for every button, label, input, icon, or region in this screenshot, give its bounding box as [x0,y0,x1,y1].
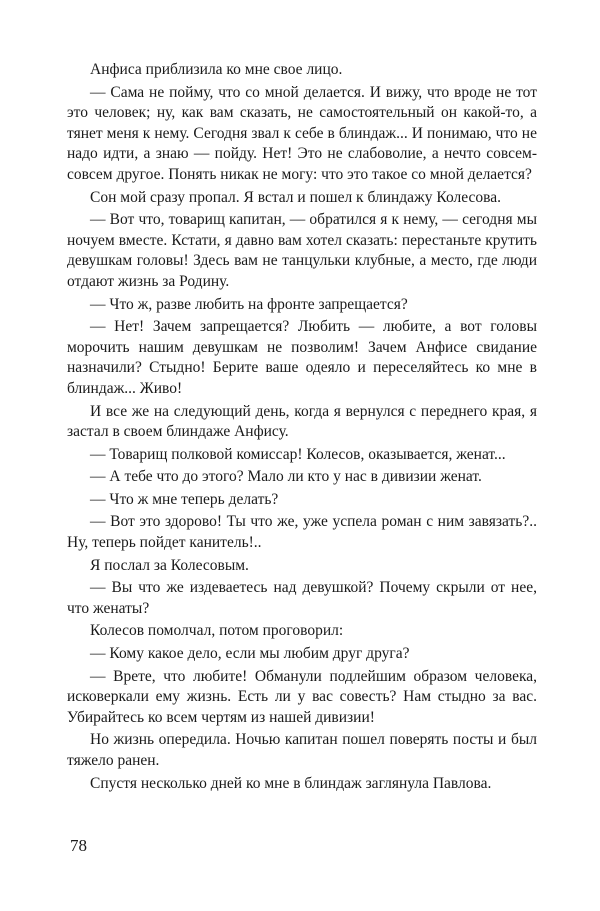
paragraph: — Вот это здорово! Ты что же, уже успела роман с ним завязать?.. Ну, теперь пойдет канитель!.. [67,513,537,552]
paragraph: Но жизнь опередила. Ночью капитан пошел поверять посты и был тяжело ранен. [67,731,537,769]
body-text [67,60,537,796]
paragraph: — Кому какое дело, если мы любим друг друга? [90,645,410,663]
paragraph: — А тебе что до этого? Мало ли кто у нас в дивизии женат. [90,468,482,486]
paragraph: Анфиса приблизила ко мне свое лицо. [90,61,343,78]
paragraph: Сон мой сразу пропал. Я встал и пошел к блиндажу Колесова. [90,188,501,206]
paragraph: Колесов помолчал, потом проговорил: [90,622,344,640]
paragraph: — Нет! Зачем запрещается? Любить — любите, а вот головы морочить нашим девушкам не позволим! Зачем Анфисе свидание назначили? Стыдно! Берите ваше одеяло и переселяйтесь ко мне в блиндаж... Живо! [67,318,537,397]
paragraph: — Товарищ полковой комиссар! Колесов, оказывается, женат... [90,445,506,463]
paragraph: И все же на следующий день, когда я вернулся с переднего края, я застал в своем блиндаже Анфису. [67,402,537,441]
page-number: 78 [70,836,87,855]
paragraph: — Что ж, разве любить на фронте запрещается? [90,295,408,313]
paragraph: — Что ж мне теперь делать? [90,490,279,508]
paragraph: — Вот что, товарищ капитан, — обратился я к нему, — сегодня мы ночуем вместе. Кстати, я давно вам хотел сказать: перестаньте крутить девушкам головы! Здесь вам не танцульки клубные, а место, где люди отдают жизнь за Родину. [67,211,537,290]
paragraph: — Сама не пойму, что со мной делается. И вижу, что вроде не тот это человек; ну, как вам сказать, не самостоятельный он какой-то, а тянет меня к нему. Сегодня звал к себе в блиндаж... И понимаю, что не надо идти, а знаю — пойду. Нет! Это не слабоволие, а нечто совсем-совсем другое. Понять никак не могу: что это такое со мной делается? [67,83,537,183]
paragraph: — Вы что же издеваетесь над девушкой? Почему скрыли от нее, что женаты? [67,579,537,617]
paragraph: — Врете, что любите! Обманули подлейшим образом человека, исковеркали ему жизнь. Есть ли у вас совесть? Нам стыдно за вас. Убирайтесь ко всем чертям из нашей дивизии! [67,667,537,726]
paragraph: Я послал за Колесовым. [90,556,249,574]
paragraph: Спустя несколько дней ко мне в блиндаж заглянула Павлова. [90,774,492,792]
